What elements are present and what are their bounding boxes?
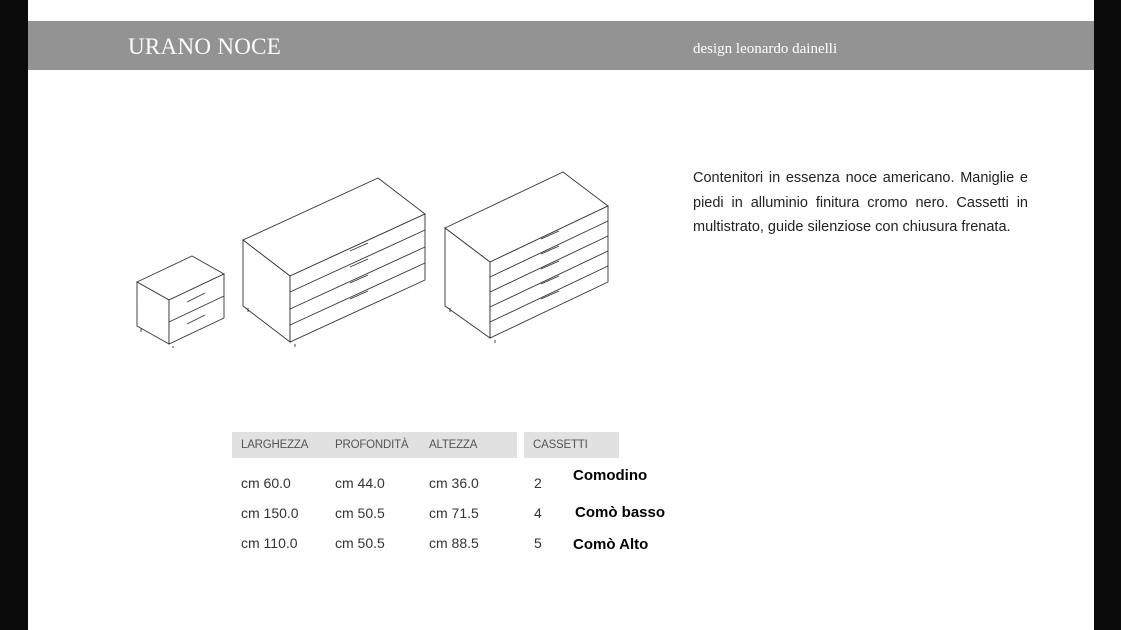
row-2-height: cm 71.5 bbox=[429, 505, 479, 521]
nightstand-drawing bbox=[137, 256, 224, 348]
row-1-width: cm 60.0 bbox=[241, 475, 291, 491]
header-bar bbox=[28, 21, 1094, 70]
row-3-height: cm 88.5 bbox=[429, 535, 479, 551]
row-2-drawers: 4 bbox=[534, 505, 542, 521]
row-1-depth: cm 44.0 bbox=[335, 475, 385, 491]
header-height: ALTEZZA bbox=[429, 439, 478, 451]
header-drawers: CASSETTI bbox=[524, 432, 619, 458]
row-3-drawers: 5 bbox=[534, 535, 542, 551]
dimensions-header bbox=[232, 432, 517, 458]
tall-dresser-drawing bbox=[445, 172, 608, 343]
product-description: Contenitori in essenza noce americano. Maniglie e piedi in alluminio finitura cromo nero. Cassetti in multistrato, guide silenziose con chiusura frenata. bbox=[693, 170, 1028, 235]
header-depth: PROFONDITÀ bbox=[335, 439, 409, 451]
low-dresser-drawing bbox=[243, 178, 425, 347]
header-width: LARGHEZZA bbox=[241, 439, 309, 451]
row-3-name: Comò Alto bbox=[573, 536, 649, 553]
furniture-illustration bbox=[133, 170, 633, 350]
row-1-drawers: 2 bbox=[534, 475, 542, 491]
product-title: URANO NOCE bbox=[128, 34, 282, 59]
row-3-width: cm 110.0 bbox=[241, 535, 298, 551]
row-2-name: Comò basso bbox=[575, 504, 666, 521]
row-2-width: cm 150.0 bbox=[241, 505, 299, 521]
row-2-depth: cm 50.5 bbox=[335, 505, 385, 521]
row-1-height: cm 36.0 bbox=[429, 475, 479, 491]
designer-credit: design leonardo dainelli bbox=[693, 41, 838, 57]
row-3-depth: cm 50.5 bbox=[335, 535, 385, 551]
row-1-name: Comodino bbox=[573, 467, 648, 484]
product-sheet bbox=[28, 0, 1094, 630]
